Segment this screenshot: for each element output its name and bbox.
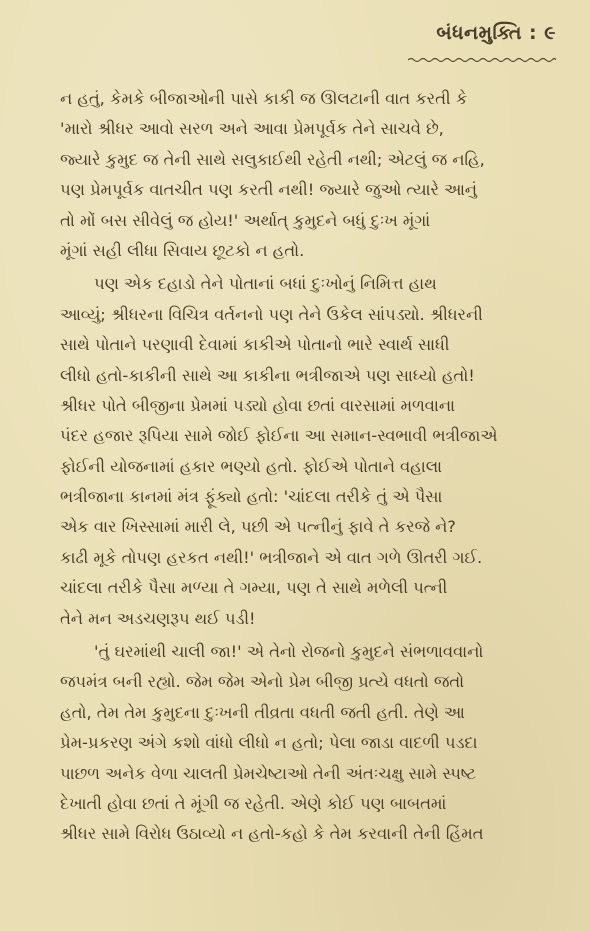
text-line: તો મોં બસ સીવેલું જ હોય!' અર્થાત્ કુમુદને બધું દુઃખ મૂંગાં [60, 210, 431, 230]
text-line: હતો, તેમ તેમ કુમુદના દુઃખની તીવ્રતા વધતી જતી હતી. તેણે આ [60, 702, 465, 722]
text-line: પણ પ્રેમપૂર્વક વાતચીત પણ કરતી નથી! જ્યારે જુઓ ત્યારે આનું [60, 180, 477, 200]
text-line: ફોઈની યોજનામાં હકાર ભણ્યો હતો. ફોઈએ પોતાને વહાલા [60, 456, 443, 476]
text-line: શ્રીધર સામે વિરોધ ઉઠાવ્યો ન હતો-કહો કે તેમ કરવાની તેની હિંમત [60, 824, 484, 844]
text-line: પ્રેમ-પ્રકરણ અંગે કશો વાંધો લીધો ન હતો; પેલા જાડા વાદળી પડદા [60, 733, 478, 753]
text-line: જ્યારે કુમુદ જ તેની સાથે સલુકાઈથી રહેતી નથી; એટલું જ નહિ, [60, 149, 485, 169]
text-line: પણ એક દહાડો તેને પોતાનાં બધાં દુઃખોનું નિમિત્ત હાથ [94, 274, 437, 294]
text-line: આવ્યું; શ્રીધરના વિચિત્ર વર્તનનો પણ તેને ઉકેલ સાંપડ્યો. શ્રીધરની [60, 304, 483, 324]
text-line: લીધો હતો-કાકીની સાથે આ કાકીના ભત્રીજાએ પણ સાધ્યો હતો! [60, 365, 475, 385]
text-line: તેને મન અડચણરૂપ થઈ પડી! [60, 608, 256, 628]
paragraph-3 [60, 637, 560, 850]
text-line: પાછળ અનેક વેળા ચાલતી પ્રેમચેષ્ટાઓ તેની અંતઃચક્ષુ સામે સ્પષ્ટ [60, 763, 476, 783]
running-head: બંધનમુક્તિ : ૯ [436, 22, 556, 44]
text-line: દેખાતી હોવા છતાં તે મૂંગી જ રહેતી. એણે કોઈ પણ બાબતમાં [60, 793, 447, 813]
text-line: શ્રીધર પોતે બીજીના પ્રેમમાં પડ્યો હોવા છતાં વારસામાં મળવાના [60, 395, 455, 415]
text-line: કાઢી મૂકે તોપણ હરકત નથી!' ભત્રીજાને એ વાત ગળે ઊતરી ગઈ. [60, 547, 483, 567]
text-line: 'તું ઘરમાંથી ચાલી જા!' એ તેનો રોજનો કુમુદને સંભળાવવાનો [94, 642, 484, 662]
text-line: ભત્રીજાના કાનમાં મંત્ર ફૂંક્યો હતો: 'ચાંદલા તરીકે તું એ પૈસા [60, 487, 443, 507]
text-line: 'મારો શ્રીધર આવો સરળ અને આવા પ્રેમપૂર્વક તેને સાચવે છે, [60, 119, 444, 139]
paragraph-1 [60, 84, 560, 266]
body-text [60, 84, 560, 850]
decorative-wavy-rule [408, 56, 556, 64]
text-line: ચાંદલા તરીકે પૈસા મળ્યા તે ગમ્યા, પણ તે સાથે મળેલી પત્ની [60, 578, 448, 598]
text-line: જપમંત્ર બની રહ્યો. જેમ જેમ એનો પ્રેમ બીજી પ્રત્યે વધતો જતો [60, 672, 465, 692]
text-line: એક વાર ખિસ્સામાં મારી લે, પછી એ પત્નીનું ફાવે તે કરજે ને? [60, 517, 456, 537]
paragraph-2 [60, 269, 560, 634]
text-line: ન હતું, કેમકે બીજાઓની પાસે કાકી જ ઊલટાની વાત કરતી કે [60, 89, 468, 108]
text-line: સાથે પોતાને પરણાવી દેવામાં કાકીએ પોતાનો ભારે સ્વાર્થ સાધી [60, 335, 450, 355]
text-line: મૂંગાં સહી લીધા સિવાય છૂટકો ન હતો. [60, 240, 305, 260]
text-line: પંદર હજાર રૂપિયા સામે જોઈ ફોઈના આ સમાન-સ્વભાવી ભત્રીજાએ [60, 426, 498, 446]
